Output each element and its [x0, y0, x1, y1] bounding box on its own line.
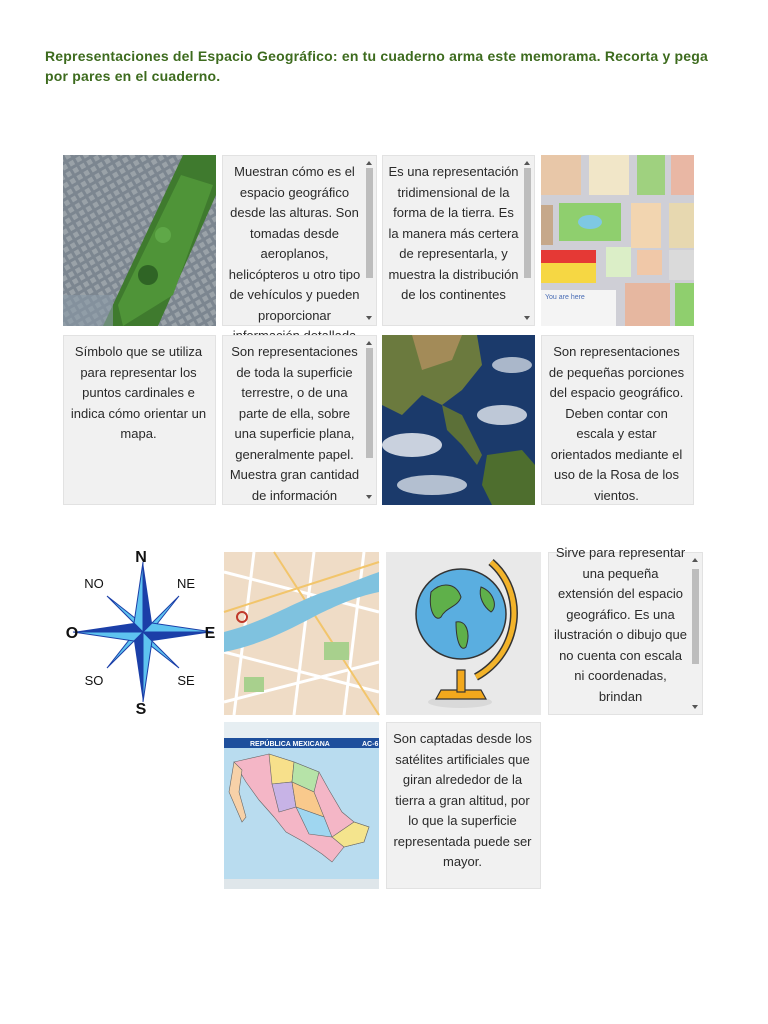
card-text: Muestran cómo es el espacio geográfico desde las alturas. Son tomadas desde aeroplanos, helicópteros u otro tipo de vehículos y pueden proporcionar: [228, 164, 361, 323]
aerial-photo-image: [63, 155, 216, 326]
compass-label-e: E: [204, 625, 216, 642]
card-text: Son captadas desde los satélites artificiales que giran alrededor de la tierra a gran altitud, por lo que la superficie representada puede ser mayor.: [393, 731, 532, 869]
mexico-map-header: REPÚBLICA MEXICANA: [250, 741, 330, 748]
mexico-map-image: [224, 722, 379, 889]
card-text: Símbolo que se utiliza para representar los puntos cardinales e indica cómo orientar un mapa.: [70, 344, 207, 441]
card-text: Son representaciones de pequeñas porciones del espacio geográfico. Deben contar con escala y estar orientados mediante el uso de la Rosa de los vientos.: [548, 344, 685, 503]
card-scrollbar[interactable]: [523, 160, 532, 321]
card-scrollbar[interactable]: [691, 557, 700, 710]
globe-image: [386, 552, 541, 715]
compass-description-card[interactable]: [63, 335, 216, 505]
city-plan-image: [224, 552, 379, 715]
card-scrollbar[interactable]: [365, 340, 374, 500]
compass-label-so: SO: [84, 673, 104, 688]
compass-label-n: N: [135, 549, 147, 566]
plan-description-card[interactable]: [541, 335, 694, 505]
compass-label-o: O: [65, 625, 79, 642]
compass-label-s: S: [135, 701, 147, 718]
page-title: Representaciones del Espacio Geográfico: en tu cuaderno arma este memorama. Recorta y pega por pares en el cuaderno.: [45, 48, 709, 84]
croquis-image: [541, 155, 694, 326]
compass-rose-image: [63, 549, 218, 718]
compass-label-ne: NE: [176, 576, 196, 591]
mexico-map-tag: AC-6: [362, 741, 379, 748]
card-scrollbar[interactable]: [365, 160, 374, 321]
globe-description-card[interactable]: [382, 155, 535, 326]
compass-label-no: NO: [84, 576, 104, 591]
satellite-description-card[interactable]: [386, 722, 541, 889]
aerial-photo-card[interactable]: [222, 155, 377, 326]
compass-label-se: SE: [177, 673, 195, 688]
card-text: Sirve para representar una pequeña extensión del espacio geográfico. Es una ilustración o dibujo que no cuenta con escala ni coordenadas, brindan: [554, 545, 687, 704]
card-text: Son representaciones de toda la superficie terrestre, o de una parte de ella, sobre una superficie plana, generalmente papel. Muestra gran cantidad de información: [229, 344, 360, 503]
satellite-image: [382, 335, 535, 505]
card-text: Es una representación tridimensional de la forma de la tierra. Es la manera más certera de representarla, y muestra la distribución de los continentes: [388, 164, 519, 302]
map-description-card[interactable]: [222, 335, 377, 505]
croquis-caption: You are here: [545, 294, 585, 301]
croquis-description-card[interactable]: [548, 545, 703, 715]
